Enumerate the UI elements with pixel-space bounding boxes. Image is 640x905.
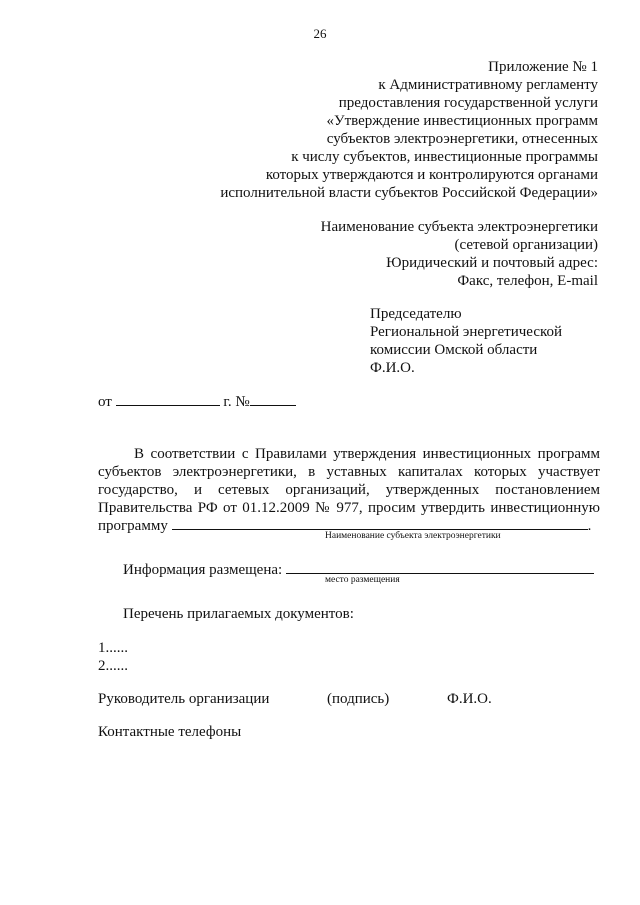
document-item: 1......: [98, 640, 128, 656]
appendix-line: предоставления государственной услуги: [338, 95, 598, 111]
info-label: Информация размещена:: [123, 562, 283, 578]
paragraph-line: В соответствии с Правилами утверждения инвестиционных программ: [134, 446, 600, 462]
program-caption: Наименование субъекта электроэнергетики: [325, 531, 501, 541]
appendix-line: «Утверждение инвестиционных программ: [326, 113, 598, 129]
appendix-line: Приложение № 1: [488, 59, 598, 75]
contacts-label: Контактные телефоны: [98, 724, 242, 740]
info-caption: место размещения: [325, 575, 400, 585]
document-item: 2......: [98, 658, 128, 674]
addressee-line: Ф.И.О.: [370, 360, 415, 376]
date-label: от: [98, 394, 112, 410]
page-number: 26: [313, 26, 327, 41]
sender-line: (сетевой организации): [454, 237, 598, 253]
program-blank: [172, 529, 588, 530]
appendix-line: которых утверждаются и контролируются органами: [265, 167, 598, 183]
number-label: г. №: [223, 394, 250, 410]
signature-name: Ф.И.О.: [447, 691, 492, 707]
appendix-line: субъектов электроэнергетики, отнесенных: [326, 131, 598, 147]
addressee-line: Председателю: [370, 306, 462, 322]
info-blank: [286, 573, 594, 574]
documents-title: Перечень прилагаемых документов:: [123, 606, 354, 622]
addressee-line: Региональной энергетической: [370, 324, 563, 340]
paragraph-line: государство, и сетевых организаций, утвержденных постановлением: [98, 482, 600, 498]
sender-line: Факс, телефон, E-mail: [457, 273, 598, 289]
signature-position: Руководитель организации: [98, 691, 270, 707]
date-number-line: [98, 393, 296, 411]
appendix-line: к Административному регламенту: [378, 77, 598, 93]
sender-line: Юридический и почтовый адрес:: [386, 255, 598, 271]
date-blank: [116, 405, 220, 406]
signature-sign: (подпись): [327, 691, 390, 707]
appendix-line: к числу субъектов, инвестиционные программы: [291, 149, 598, 165]
number-blank: [250, 405, 296, 406]
program-end: .: [587, 518, 592, 534]
request-paragraph: [98, 445, 600, 517]
appendix-line: исполнительной власти субъектов Российской Федерации»: [220, 185, 598, 201]
sender-line: Наименование субъекта электроэнергетики: [320, 219, 598, 235]
paragraph-line: Правительства РФ от 01.12.2009 № 977, просим утвердить инвестиционную: [98, 500, 600, 516]
paragraph-line: субъектов электроэнергетики, в уставных капиталах которых участвует: [98, 464, 600, 480]
program-label: программу: [98, 518, 168, 534]
addressee-line: комиссии Омской области: [370, 342, 538, 358]
